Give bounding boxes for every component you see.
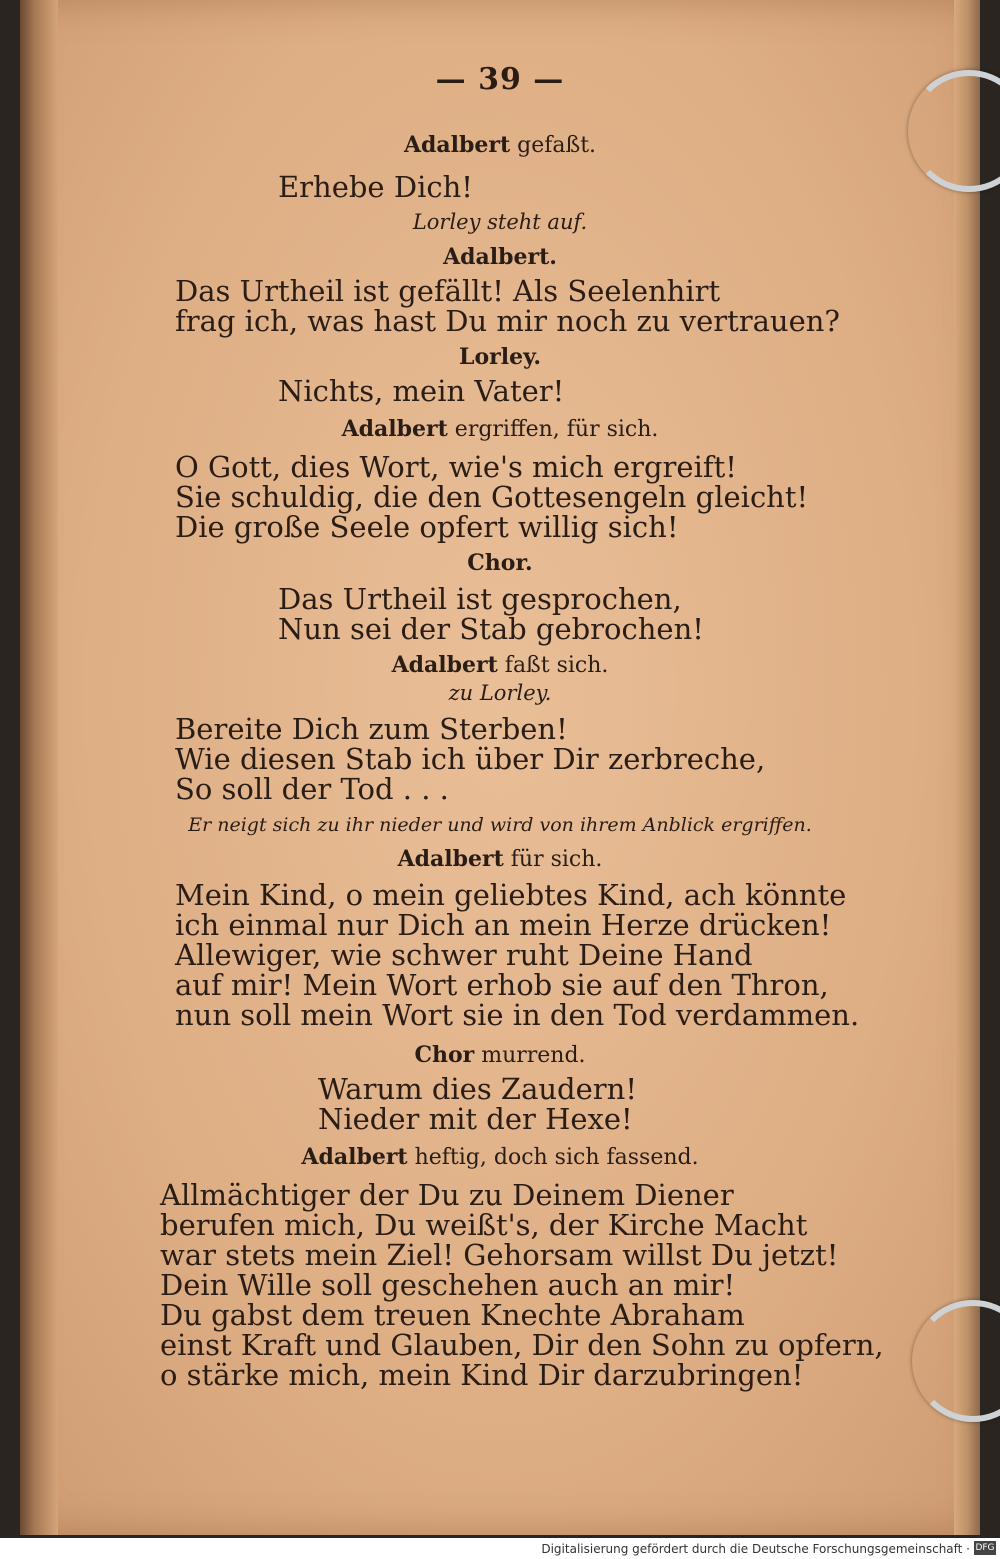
speaker-line [0,416,1000,442]
verse-line: Das Urtheil ist gesprochen, [278,582,682,616]
verse-line: Das Urtheil ist gefällt! Als Seelenhirt [175,274,721,308]
stage-direction: gefaßt. [517,133,597,158]
verse-line: nun soll mein Wort sie in den Tod verdammen. [175,998,860,1032]
speaker-line [0,846,1000,872]
verse-line: Nichts, mein Vater! [278,374,565,408]
verse-line: Allewiger, wie schwer ruht Deine Hand [175,938,753,972]
speaker-line [0,1042,1000,1068]
verse-line: war stets mein Ziel! Gehorsam willst Du jetzt! [160,1238,839,1272]
stage-direction: ergriffen, für sich. [454,417,659,442]
verse-line: ich einmal nur Dich an mein Herze drücken! [175,908,832,942]
speaker-name: Adalbert. [443,244,557,270]
verse-line: Sie schuldig, die den Gottesengeln gleicht! [175,480,809,514]
verse-line: berufen mich, Du weißt's, der Kirche Macht [160,1208,808,1242]
speaker-name: Adalbert [301,1144,408,1170]
verse-line: O Gott, dies Wort, wie's mich ergreift! [175,450,737,484]
speaker-name: Adalbert [397,846,504,872]
verse-line: Die große Seele opfert willig sich! [175,510,679,544]
speaker-name: Adalbert [403,132,511,158]
verse-line: Mein Kind, o mein geliebtes Kind, ach könnte [175,878,847,912]
stage-direction: Er neigt sich zu ihr nieder und wird von ihrem Anblick ergriffen. [188,814,812,836]
verse-line: o stärke mich, mein Kind Dir darzubringen! [160,1358,804,1392]
speaker-name: Lorley. [458,344,541,370]
stage-direction: zu Lorley. [448,681,552,705]
speaker-name: Adalbert [341,416,448,442]
speaker-line [0,244,1000,270]
verse-line: frag ich, was hast Du mir noch zu vertrauen? [175,304,840,338]
verse-line: auf mir! Mein Wort erhob sie auf den Thron, [175,968,829,1002]
speaker-line [0,550,1000,576]
verse-line: Nun sei der Stab gebrochen! [278,612,704,646]
stage-direction: Lorley steht auf. [412,210,588,234]
stage-direction: heftig, doch sich fassend. [414,1145,699,1170]
verse-line: Erhebe Dich! [278,170,473,204]
speaker-line [0,1144,1000,1170]
speaker-name: Adalbert [391,652,498,678]
verse-line: Du gabst dem treuen Knechte Abraham [160,1298,745,1332]
stage-direction: faßt sich. [504,653,609,678]
speaker-name: Chor. [467,550,533,576]
stage-direction: für sich. [510,847,603,872]
verse-line: Bereite Dich zum Sterben! [175,712,568,746]
verse-line: Allmächtiger der Du zu Deinem Diener [160,1178,734,1212]
speaker-name: Chor [414,1042,475,1068]
funding-credit: Digitalisierung gefördert durch die Deutsche Forschungsgemeinschaft · [541,1542,970,1556]
verse-line: Wie diesen Stab ich über Dir zerbreche, [175,742,766,776]
digitization-footer [0,1538,1000,1559]
verse-line: Warum dies Zaudern! [318,1072,637,1106]
verse-line: Nieder mit der Hexe! [318,1102,633,1136]
verse-line: Dein Wille soll geschehen auch an mir! [160,1268,736,1302]
speaker-line [0,652,1000,678]
verse-line: So soll der Tod . . . [175,772,449,806]
stage-direction: murrend. [481,1043,586,1068]
speaker-line [0,344,1000,370]
dfg-logo: DFG [975,1543,995,1553]
speaker-line [0,132,1000,158]
page-number: — 39 — [435,62,565,97]
verse-line: einst Kraft und Glauben, Dir den Sohn zu opfern, [160,1328,884,1362]
